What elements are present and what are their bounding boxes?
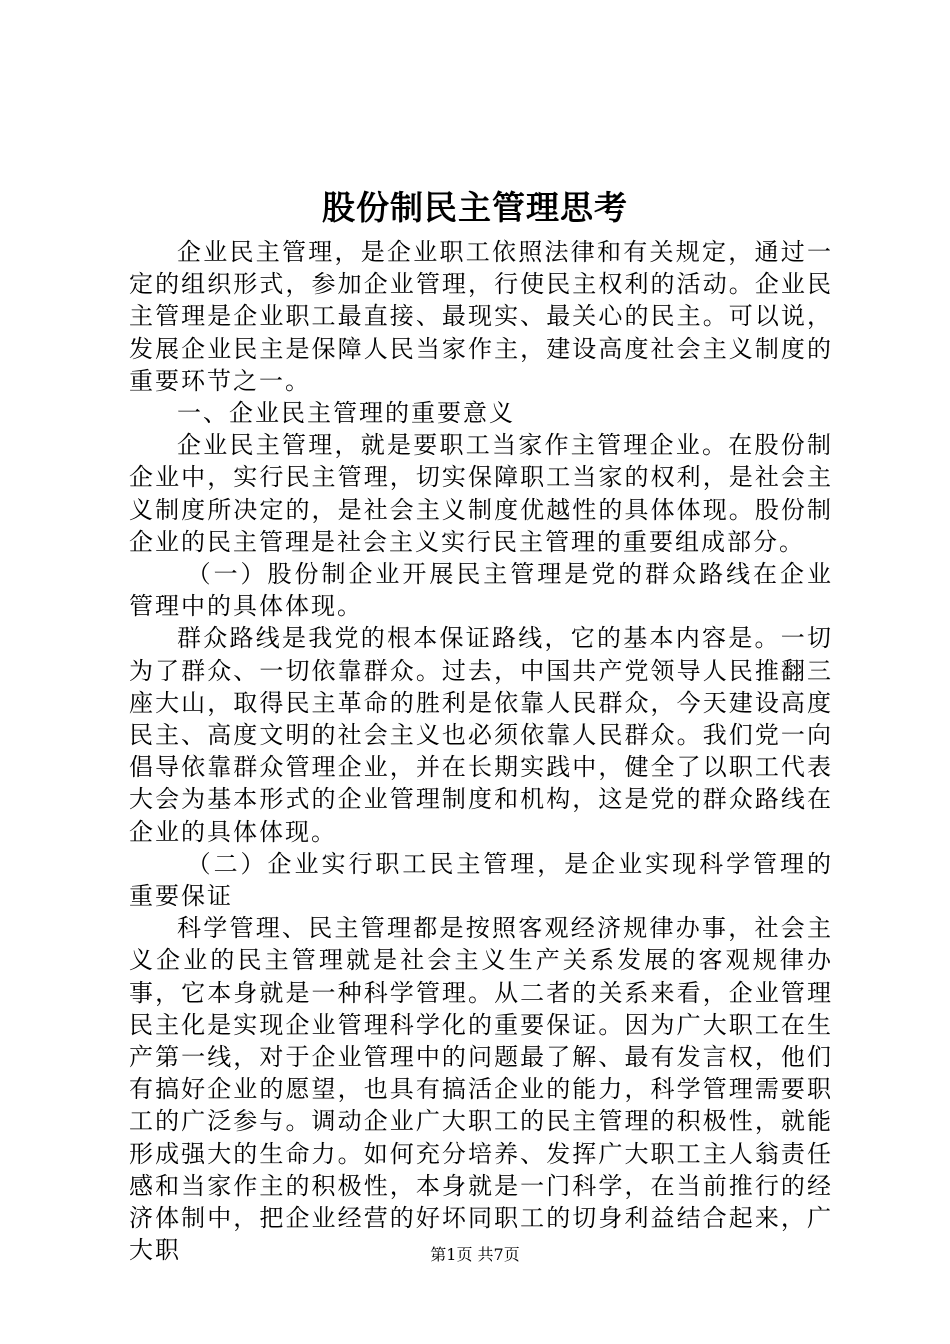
document-body — [129, 236, 833, 1267]
subsection-heading-2: （二）企业实行职工民主管理，是企业实现科学管理的重要保证 — [129, 849, 833, 911]
paragraph-significance: 企业民主管理，就是要职工当家作主管理企业。在股份制企业中，实行民主管理，切实保障职工当家的权利，是社会主义制度所决定的，是社会主义制度优越性的具体体现。股份制企业的民主管理是社会主义实行民主管理的重要组成部分。 — [129, 431, 833, 556]
subsection-heading-1: （一）股份制企业开展民主管理是党的群众路线在企业管理中的具体体现。 — [129, 560, 833, 621]
paragraph-scientific-management: 科学管理、民主管理都是按照客观经济规律办事，社会主义企业的民主管理就是社会主义生产关系发展的客观规律办事，它本身就是一种科学管理。从二者的关系来看，企业管理民主化是实现企业管理科学化的重要保证。因为广大职工在生产第一线，对于企业管理中的问题最了解、最有发言权，他们有搞好企业的愿望，也具有搞活企业的能力，科学管理需要职工的广泛参与。调动企业广大职工的民主管理的积极性，就能形成强大的生命力。如何充分培养、发挥广大职工主人翁责任感和当家作主的积极性，本身就是一门科学，在当前推行的经济体制中，把企业经营的好坏同职工的切身利益结合起来，广大职 — [129, 914, 833, 1265]
page-footer: 第1页 共7页 — [430, 1245, 520, 1264]
section-heading-1: 一、企业民主管理的重要意义 — [177, 399, 515, 428]
paragraph-mass-line: 群众路线是我党的根本保证路线，它的基本内容是。一切为了群众、一切依靠群众。过去，中国共产党领导人民推翻三座大山，取得民主革命的胜利是依靠人民群众，今天建设高度民主、高度文明的社会主义也必须依靠人民群众。我们党一向倡导依靠群众管理企业，并在长期实践中，健全了以职工代表大会为基本形式的企业管理制度和机构，这是党的群众路线在企业的具体体现。 — [129, 624, 833, 846]
paragraph-intro: 企业民主管理，是企业职工依照法律和有关规定，通过一定的组织形式，参加企业管理，行使民主权利的活动。企业民主管理是企业职工最直接、最现实、最关心的民主。可以说，发展企业民主是保障人民当家作主，建设高度社会主义制度的重要环节之一。 — [129, 238, 833, 395]
document-title: 股份制民主管理思考 — [322, 188, 628, 227]
